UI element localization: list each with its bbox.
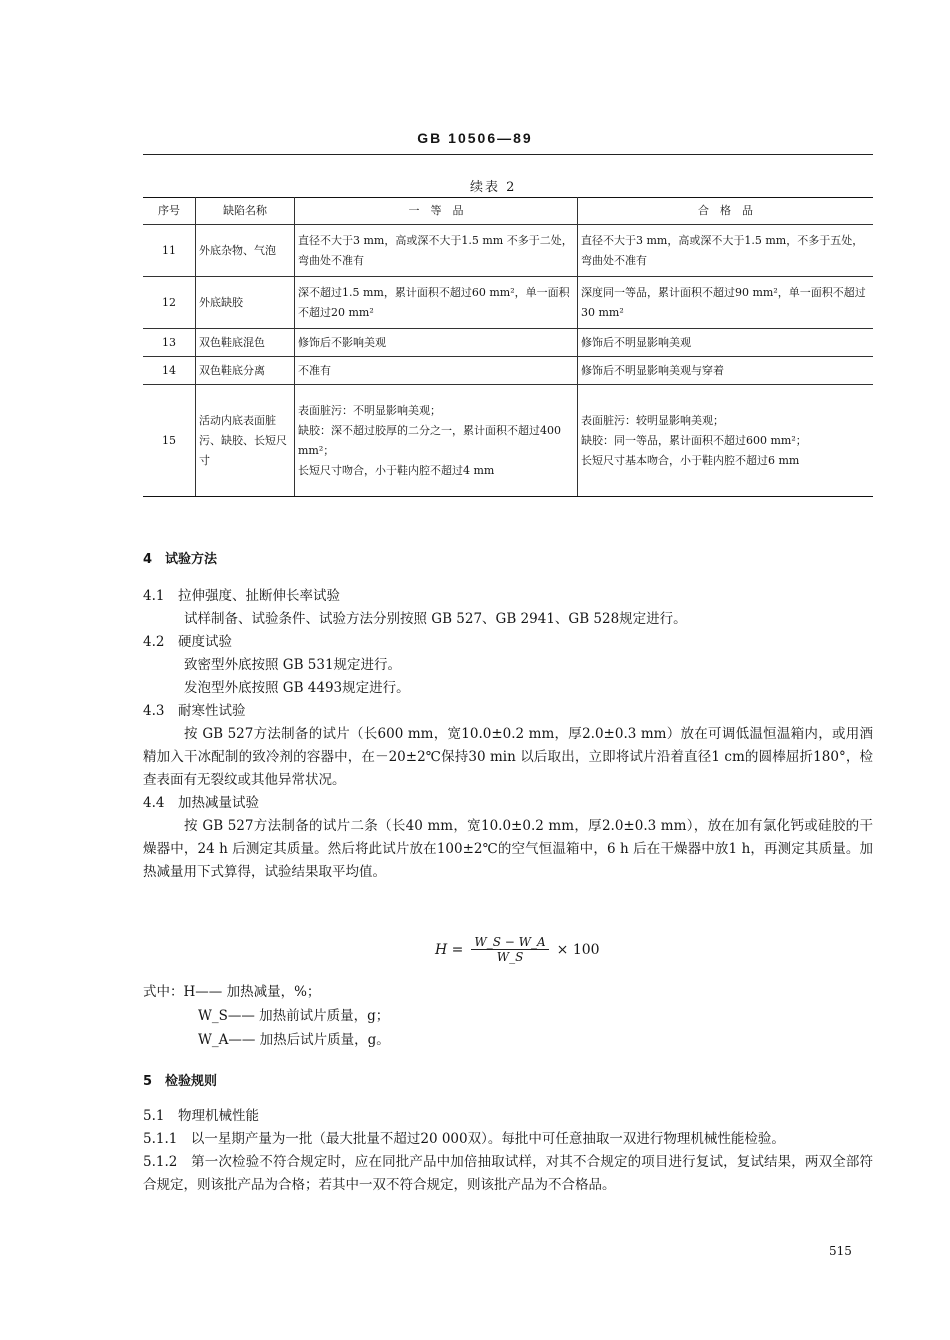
section-4-4-heading: 4.4 加热减量试验 xyxy=(143,795,259,811)
column-header: 序号 xyxy=(143,198,196,225)
defect-name: 双色鞋底分离 xyxy=(196,357,295,385)
defect-name: 活动内底表面脏污、缺胶、长短尺寸 xyxy=(196,385,295,497)
legend-wa: W_A—— 加热后试片质量，g。 xyxy=(198,1032,390,1048)
row-number: 14 xyxy=(143,357,196,385)
defect-name: 外底缺胶 xyxy=(196,277,295,329)
legend-ws: W_S—— 加热前试片质量，g； xyxy=(198,1008,390,1024)
table-title: 续表 2 xyxy=(470,180,517,195)
first-grade-criteria: 深不超过1.5 mm，累计面积不超过60 mm²，单一面积不超过20 mm² xyxy=(295,277,578,329)
qualified-criteria: 深度同一等品，累计面积不超过90 mm²，单一面积不超过30 mm² xyxy=(578,277,874,329)
formula-numerator: W_S − W_A xyxy=(471,935,548,950)
legend-h xyxy=(143,980,873,1004)
page-number: 515 xyxy=(829,1244,852,1258)
table-header-row xyxy=(143,198,873,225)
table-row xyxy=(143,385,873,497)
defect-name: 外底杂物、气泡 xyxy=(196,225,295,277)
table-row xyxy=(143,225,873,277)
header-rule xyxy=(143,154,873,155)
defects-table xyxy=(143,197,873,497)
section-5-1-heading: 5.1 物理机械性能 xyxy=(143,1108,259,1124)
column-header: 缺陷名称 xyxy=(196,198,295,225)
section-5-heading: 5 检验规则 xyxy=(143,1074,218,1089)
qualified-criteria: 直径不大于3 mm，高或深不大于1.5 mm，不多于五处，弯曲处不准有 xyxy=(578,225,874,277)
table-row xyxy=(143,329,873,357)
first-grade-criteria: 不准有 xyxy=(295,357,578,385)
formula-rhs: × 100 xyxy=(556,941,600,958)
section-5 xyxy=(143,1070,873,1197)
table-row xyxy=(143,277,873,329)
section-4-heading: 4 试验方法 xyxy=(143,552,218,567)
legend-intro: 式中： xyxy=(143,984,184,1000)
first-grade-criteria: 表面脏污：不明显影响美观； 缺胶：深不超过胶厚的二分之一，累计面积不超过400 mm²； 长短尺寸吻合，小于鞋内腔不超过4 mm xyxy=(295,385,578,497)
table-row xyxy=(143,357,873,385)
section-4-2-line-1: 致密型外底按照 GB 531规定进行。 xyxy=(184,657,402,673)
heat-loss-formula xyxy=(435,935,600,964)
row-number: 15 xyxy=(143,385,196,497)
row-number: 11 xyxy=(143,225,196,277)
section-4-4-text: 按 GB 527方法制备的试片二条（长40 mm，宽10.0±0.2 mm，厚2.0±0.3 mm），放在加有氯化钙或硅胶的干燥器中，24 h 后测定其质量。然后将此试片放在100±2℃的空气恒温箱中，6 h 后在干燥器中放1 h，再测定其质量。加热减量用下式算得，试验结果取平均值。 xyxy=(143,818,873,880)
row-number: 12 xyxy=(143,277,196,329)
formula-denominator: W_S xyxy=(496,950,524,964)
standard-code: GB 10506—89 xyxy=(417,130,533,146)
section-4-3-text: 按 GB 527方法制备的试片（长600 mm，宽10.0±0.2 mm，厚2.0±0.3 mm）放在可调低温恒温箱内，或用酒精加入干冰配制的致冷剂的容器中，在－20±2℃保持30 min 以后取出，立即将试片沿着直径1 cm的圆棒屈折180°，检查表面有无裂纹或其他异常状况。 xyxy=(143,726,873,788)
column-header: 合 格 品 xyxy=(578,198,874,225)
section-5-1-1-text: 5.1.1 以一星期产量为一批（最大批量不超过20 000双）。每批中可任意抽取一双进行物理机械性能检验。 xyxy=(143,1131,785,1147)
section-4 xyxy=(143,548,873,884)
qualified-criteria: 修饰后不明显影响美观与穿着 xyxy=(578,357,874,385)
section-4-3-heading: 4.3 耐寒性试验 xyxy=(143,703,246,719)
section-4-2-line-2: 发泡型外底按照 GB 4493规定进行。 xyxy=(184,680,410,696)
first-grade-criteria: 修饰后不影响美观 xyxy=(295,329,578,357)
column-header: 一 等 品 xyxy=(295,198,578,225)
qualified-criteria: 表面脏污：较明显影响美观； 缺胶：同一等品，累计面积不超过600 mm²； 长短尺寸基本吻合，小于鞋内腔不超过6 mm xyxy=(578,385,874,497)
legend-h-text: H—— 加热减量，%； xyxy=(183,984,321,1000)
section-4-1-text: 试样制备、试验条件、试验方法分别按照 GB 527、GB 2941、GB 528规定进行。 xyxy=(184,611,687,627)
section-5-1-2-text: 5.1.2 第一次检验不符合规定时，应在同批产品中加倍抽取试样，对其不合规定的项目进行复试，复试结果，两双全部符合规定，则该批产品为合格；若其中一双不符合规定，则该批产品为不合格品。 xyxy=(143,1154,873,1193)
formula-fraction xyxy=(471,935,548,964)
defect-name: 双色鞋底混色 xyxy=(196,329,295,357)
row-number: 13 xyxy=(143,329,196,357)
qualified-criteria: 修饰后不明显影响美观 xyxy=(578,329,874,357)
section-4-1-heading: 4.1 拉伸强度、扯断伸长率试验 xyxy=(143,588,340,604)
first-grade-criteria: 直径不大于3 mm，高或深不大于1.5 mm 不多于二处，弯曲处不准有 xyxy=(295,225,578,277)
formula-lhs: H = xyxy=(435,941,464,958)
section-4-2-heading: 4.2 硬度试验 xyxy=(143,634,232,650)
formula-legend xyxy=(143,980,873,1052)
